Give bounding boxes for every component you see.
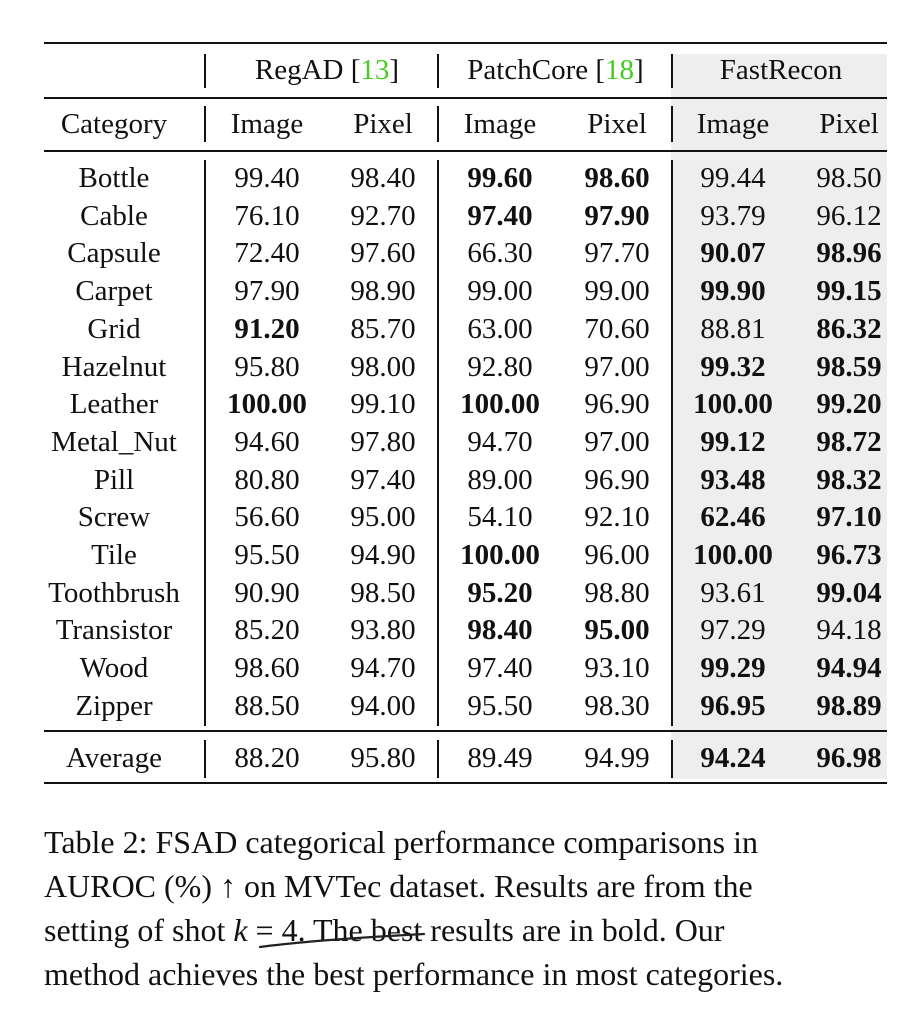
value-cell: 97.00 <box>584 350 650 383</box>
value-cell: 96.12 <box>816 199 882 232</box>
value-cell: 98.72 <box>816 425 882 458</box>
value-cell: 94.90 <box>350 539 416 571</box>
category-cell: Wood <box>79 652 149 685</box>
value-cell: 100.00 <box>693 388 773 421</box>
caption-line-3-suffix: The best results are in bold. Our <box>305 912 725 948</box>
value-cell: 97.29 <box>700 614 766 647</box>
value-cell: 97.40 <box>350 463 416 496</box>
citation-bracket: [ <box>588 54 606 86</box>
value-cell: 70.60 <box>584 312 650 345</box>
value-cell: 63.00 <box>467 312 533 345</box>
caption-line-3 <box>44 908 894 952</box>
value-cell: 66.30 <box>467 237 533 270</box>
column-header: Category <box>60 108 168 140</box>
value-cell: 56.60 <box>234 501 300 534</box>
handwritten-underline <box>258 930 426 952</box>
value-cell: 94.60 <box>234 425 300 458</box>
value-cell: 93.48 <box>700 463 766 496</box>
value-cell: 76.10 <box>234 199 300 232</box>
value-cell: 97.40 <box>467 199 533 232</box>
value-cell: 98.30 <box>584 689 650 722</box>
value-cell: 85.20 <box>234 614 300 647</box>
value-cell: 100.00 <box>693 539 773 571</box>
value-cell: 99.12 <box>700 425 766 458</box>
value-cell: 97.70 <box>584 237 650 270</box>
table-caption <box>44 820 894 996</box>
value-cell: 96.00 <box>584 539 650 571</box>
value-cell: 97.80 <box>350 425 416 458</box>
category-cell: Zipper <box>75 689 153 722</box>
column-separator <box>437 54 439 88</box>
value-cell: 99.60 <box>467 162 533 194</box>
value-cell: 91.20 <box>234 312 300 345</box>
value-cell: 94.94 <box>816 652 882 685</box>
value-cell: 92.80 <box>467 350 533 383</box>
value-cell: 97.90 <box>584 199 650 232</box>
column-header: Image <box>463 108 537 140</box>
value-cell: 96.90 <box>584 463 650 496</box>
value-cell: 98.90 <box>350 275 416 308</box>
citation-bracket: [ <box>343 54 361 86</box>
value-cell: 95.20 <box>467 576 533 609</box>
value-cell: 97.40 <box>467 652 533 685</box>
value-cell: 54.10 <box>467 501 533 534</box>
category-cell: Screw <box>77 501 151 534</box>
caption-math-k: k <box>233 912 248 948</box>
value-cell: 96.90 <box>584 388 650 421</box>
value-cell: 95.00 <box>350 501 416 534</box>
category-cell: Bottle <box>78 162 150 194</box>
value-cell: 93.61 <box>700 576 766 609</box>
value-cell: 98.32 <box>816 463 882 496</box>
value-cell: 72.40 <box>234 237 300 270</box>
category-cell: Carpet <box>75 275 153 308</box>
value-cell: 97.90 <box>234 275 300 308</box>
value-cell: 99.90 <box>700 275 766 308</box>
value-cell: 92.70 <box>350 199 416 232</box>
value-cell: 88.81 <box>700 312 766 345</box>
value-cell: 97.10 <box>816 501 882 534</box>
column-separator <box>204 54 206 88</box>
value-cell: 94.70 <box>350 652 416 685</box>
value-cell: 93.80 <box>350 614 416 647</box>
citation-link[interactable]: 13 <box>360 54 390 86</box>
column-separator <box>204 740 206 778</box>
value-cell: 89.00 <box>467 463 533 496</box>
value-cell: 93.10 <box>584 652 650 685</box>
value-cell: 100.00 <box>227 388 307 421</box>
value-cell: 99.40 <box>234 162 300 194</box>
category-cell: Toothbrush <box>48 576 180 609</box>
value-cell: 96.73 <box>816 539 882 571</box>
method-name: PatchCore <box>467 54 589 86</box>
citation-bracket: ] <box>389 54 400 86</box>
value-cell: 100.00 <box>460 388 540 421</box>
value-cell: 95.50 <box>234 539 300 571</box>
header-rule <box>44 97 887 99</box>
value-cell: 99.04 <box>816 576 882 609</box>
caption-line-2: AUROC (%) ↑ on MVTec dataset. Results are from the <box>44 868 753 904</box>
average-value-cell: 94.99 <box>584 742 650 774</box>
category-cell: Cable <box>80 199 148 232</box>
value-cell: 99.20 <box>816 388 882 421</box>
caption-line-1: Table 2: FSAD categorical performance comparisons in <box>44 824 758 860</box>
category-cell: Metal_Nut <box>51 425 177 458</box>
value-cell: 62.46 <box>700 501 766 534</box>
column-header: Pixel <box>587 108 647 140</box>
bottom-rule <box>44 782 887 784</box>
value-cell: 98.96 <box>816 237 882 270</box>
top-rule <box>44 42 887 44</box>
value-cell: 99.00 <box>584 275 650 308</box>
subheader-rule <box>44 150 887 152</box>
value-cell: 98.80 <box>584 576 650 609</box>
value-cell: 98.60 <box>234 652 300 685</box>
caption-math-eq: = 4. <box>247 912 306 948</box>
value-cell: 94.00 <box>350 689 416 722</box>
value-cell: 85.70 <box>350 312 416 345</box>
column-separator <box>204 160 206 726</box>
average-value-cell: 89.49 <box>467 742 533 774</box>
caption-line-3-prefix: setting of shot <box>44 912 234 948</box>
caption-line-4: method achieves the best performance in most categories. <box>44 956 784 992</box>
category-cell: Transistor <box>55 614 173 647</box>
value-cell: 98.59 <box>816 350 882 383</box>
citation-bracket: ] <box>634 54 644 86</box>
value-cell: 98.89 <box>816 689 882 722</box>
method-name: FastRecon <box>719 54 843 86</box>
average-value-cell: 94.24 <box>700 742 766 774</box>
value-cell: 99.44 <box>700 162 766 194</box>
value-cell: 88.50 <box>234 689 300 722</box>
value-cell: 99.32 <box>700 350 766 383</box>
value-cell: 98.50 <box>816 162 882 194</box>
value-cell: 99.29 <box>700 652 766 685</box>
value-cell: 86.32 <box>816 312 882 345</box>
value-cell: 100.00 <box>460 539 540 571</box>
value-cell: 80.80 <box>234 463 300 496</box>
value-cell: 97.60 <box>350 237 416 270</box>
average-label: Average <box>65 742 163 774</box>
column-header: Pixel <box>819 108 879 140</box>
column-header: Pixel <box>353 108 413 140</box>
category-cell: Pill <box>93 463 135 496</box>
average-rule <box>44 730 887 732</box>
method-header <box>217 54 437 86</box>
method-header <box>671 54 891 86</box>
value-cell: 98.00 <box>350 350 416 383</box>
value-cell: 95.80 <box>234 350 300 383</box>
category-cell: Hazelnut <box>61 350 167 383</box>
value-cell: 92.10 <box>584 501 650 534</box>
value-cell: 90.07 <box>700 237 766 270</box>
average-value-cell: 96.98 <box>816 742 882 774</box>
value-cell: 99.00 <box>467 275 533 308</box>
value-cell: 96.95 <box>700 689 766 722</box>
value-cell: 98.40 <box>350 162 416 194</box>
average-value-cell: 95.80 <box>350 742 416 774</box>
column-header: Image <box>696 108 770 140</box>
value-cell: 99.15 <box>816 275 882 308</box>
value-cell: 94.18 <box>816 614 882 647</box>
column-header: Image <box>230 108 304 140</box>
value-cell: 90.90 <box>234 576 300 609</box>
value-cell: 98.50 <box>350 576 416 609</box>
citation-link[interactable]: 18 <box>605 54 635 86</box>
value-cell: 93.79 <box>700 199 766 232</box>
value-cell: 98.60 <box>584 162 650 194</box>
value-cell: 95.50 <box>467 689 533 722</box>
value-cell: 97.00 <box>584 425 650 458</box>
category-cell: Leather <box>69 388 159 421</box>
average-value-cell: 88.20 <box>234 742 300 774</box>
category-cell: Tile <box>91 539 137 571</box>
method-header <box>446 54 666 86</box>
value-cell: 99.10 <box>350 388 416 421</box>
value-cell: 94.70 <box>467 425 533 458</box>
category-cell: Capsule <box>67 237 161 270</box>
value-cell: 95.00 <box>584 614 650 647</box>
value-cell: 98.40 <box>467 614 533 647</box>
category-cell: Grid <box>87 312 141 345</box>
method-name: RegAD <box>254 54 344 86</box>
